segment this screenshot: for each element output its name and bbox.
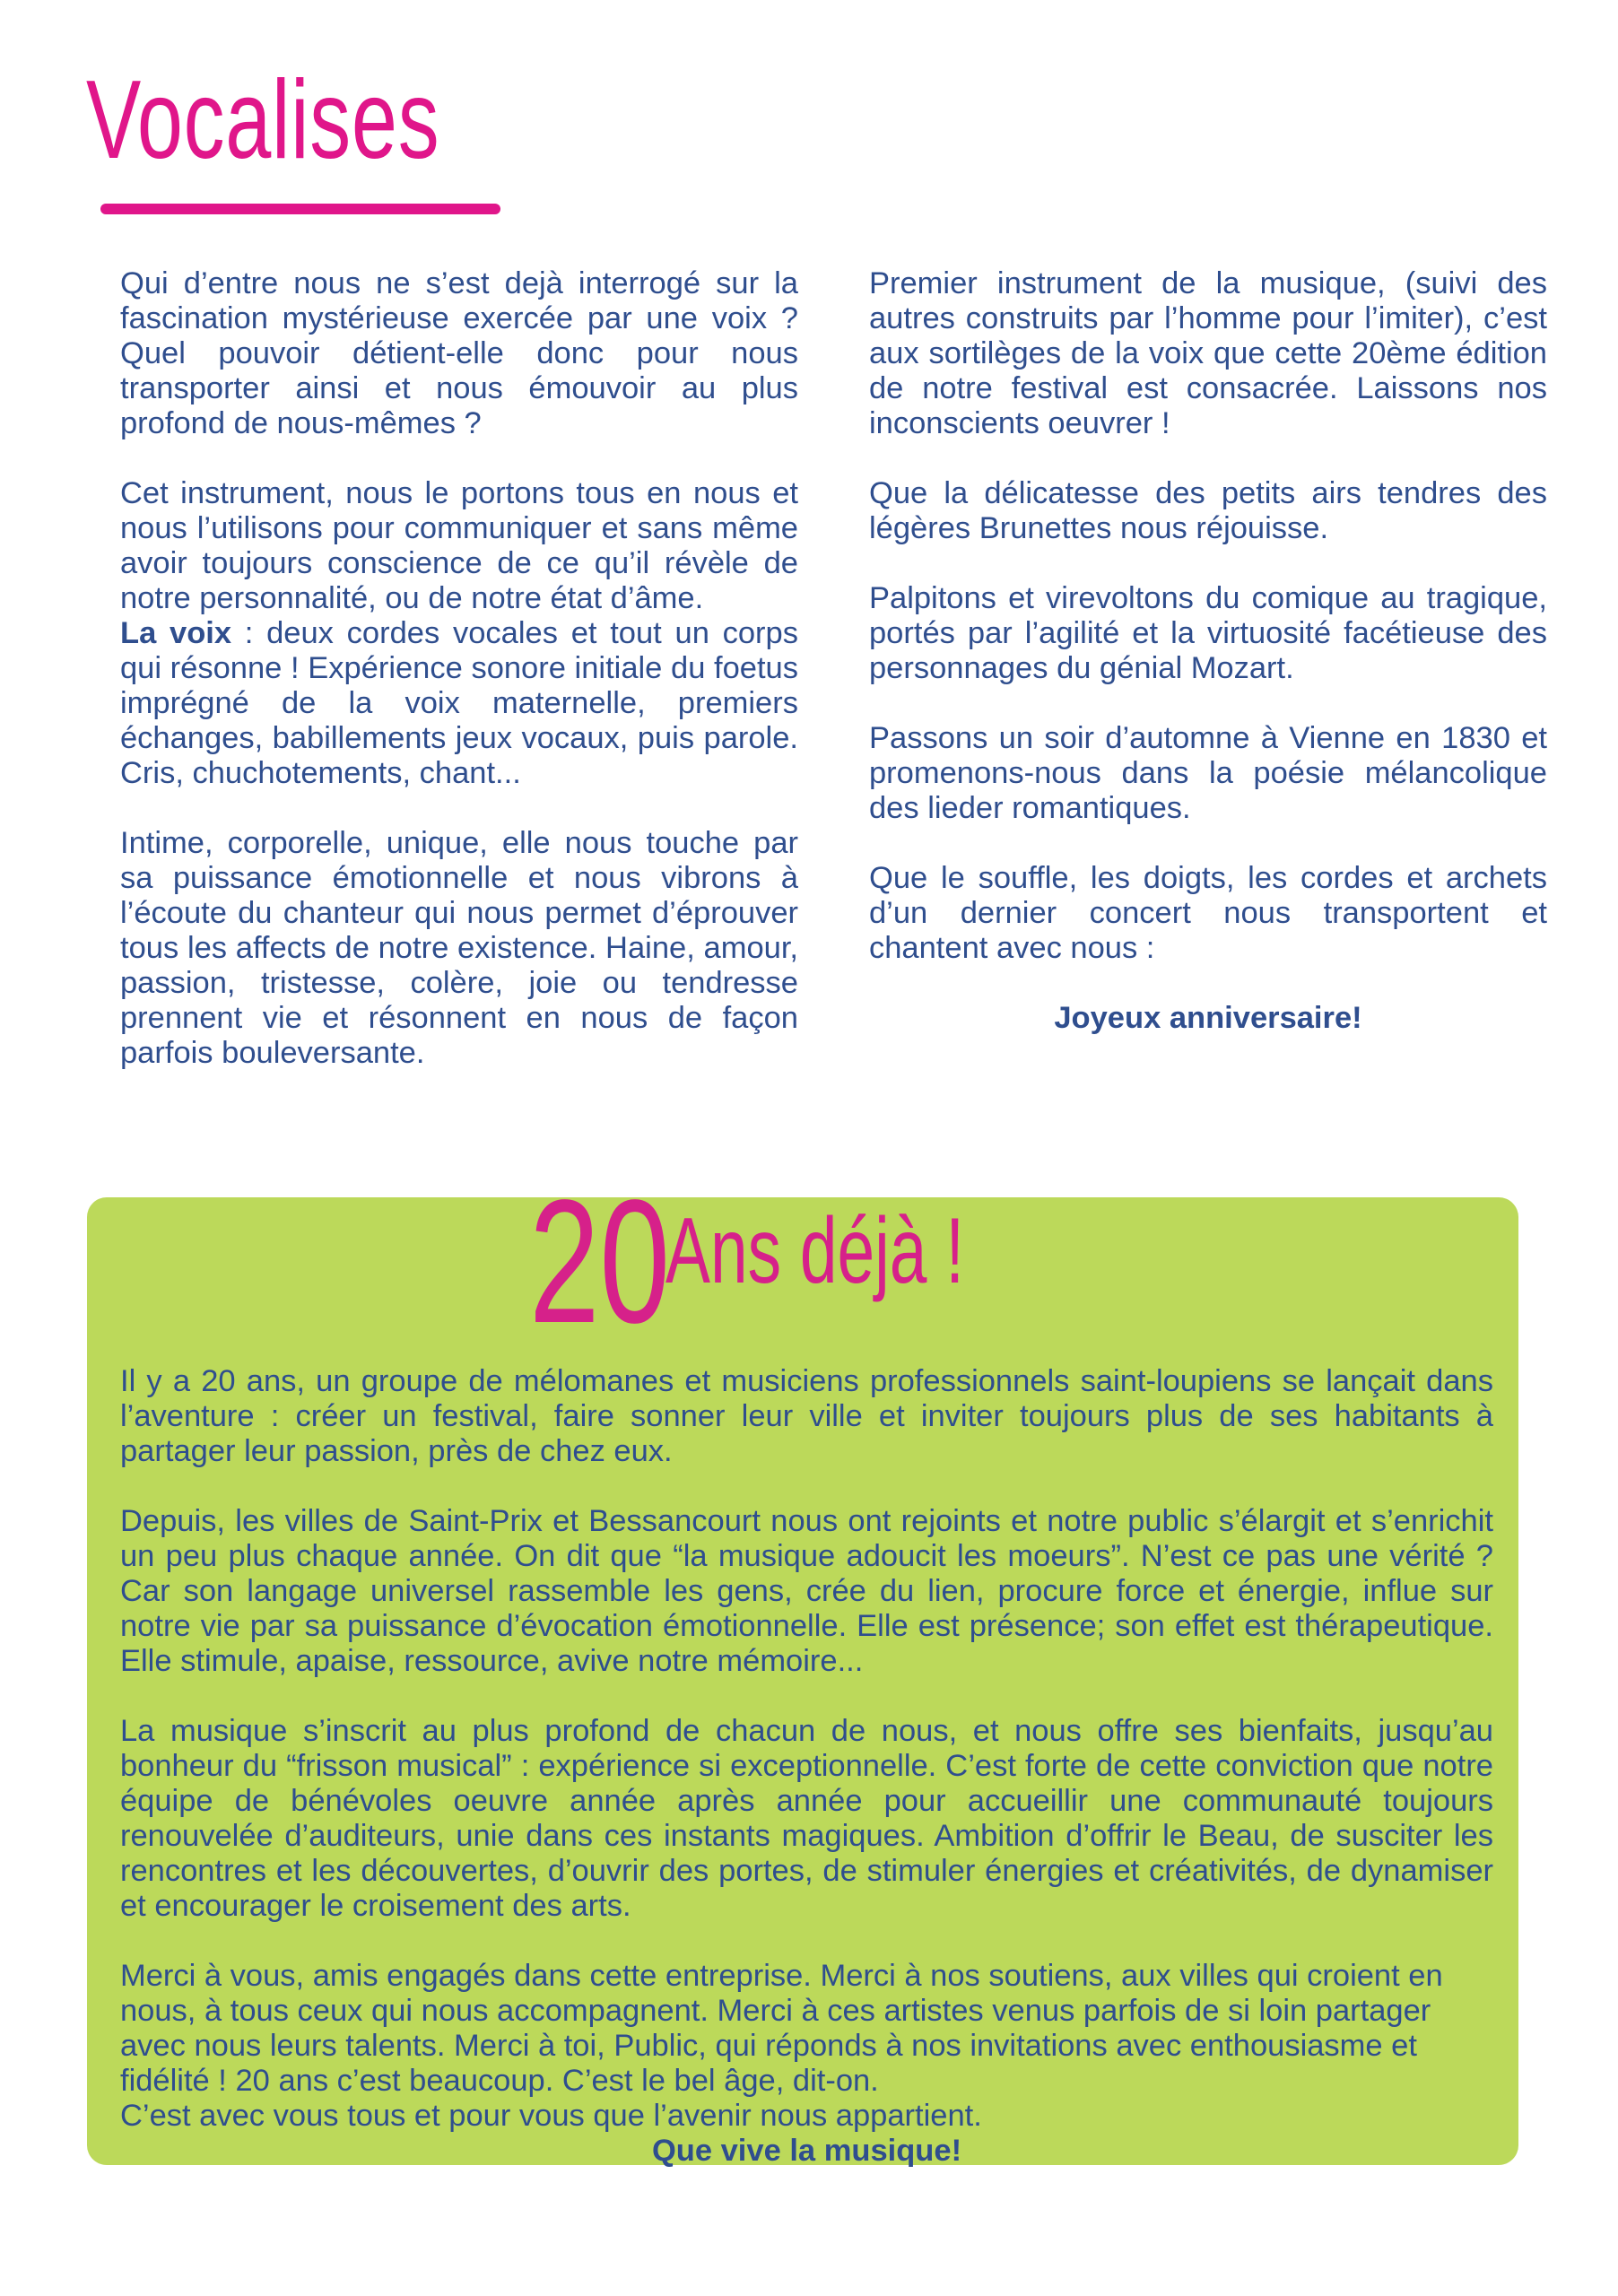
que-vive-la-musique: Que vive la musique! (651, 2134, 962, 2168)
right-paragraph-4: Passons un soir d’automne à Vienne en 1830 et promenons-nous dans la poésie mélancolique des lieder romantiques. (869, 721, 1547, 825)
right-paragraph-3: Palpitons et virevoltons du comique au tragique, portés par l’agilité et la virtuosité facétieuse des personnages du génial Mozart. (869, 581, 1547, 685)
left-column (120, 266, 798, 1106)
box-title (529, 1163, 1081, 1360)
joyeux-anniversaire: Joyeux anniversaire! (1054, 1001, 1362, 1035)
left-paragraph-1: Qui d’entre nous ne s’est dejà interrogé sur la fascination mystérieuse exercée par une voix ? Quel pouvoir détient-elle donc pour nous transporter ainsi et nous émouvoir au plus profond de nous-mêmes ? (120, 266, 798, 440)
la-voix-label: La voix (120, 616, 232, 650)
right-column (869, 266, 1547, 1071)
box-paragraph-3: La musique s’inscrit au plus profond de chacun de nous, et nous offre ses bienfaits, jusqu’au bonheur du “frisson musical” : expérience si exceptionnelle. C’est forte de cette conviction que notre équipe de bénévoles oeuvre année après année pour accueillir une communauté toujours renouvelée d’auditeurs, unie dans ces instants magiques. Ambition d’offrir le Beau, de susciter les rencontres et les découvertes, d’ouvrir des portes, de stimuler énergies et créativités, de dynamiser et encourager le croisement des arts. (120, 1714, 1493, 1923)
page-title: Vocalises (86, 58, 440, 182)
left-paragraph-3-text: : deux cordes vocales et tout un corps qui résonne ! Expérience sonore initiale du foetus imprégné de la voix maternelle, premiers échanges, babillements jeux vocaux, puis parole. Cris, chuchotements, chant... (120, 616, 798, 790)
box-title-number: 20 (529, 1163, 670, 1360)
box-title-text: Ans déjà ! (665, 1199, 965, 1303)
title-underline (100, 204, 500, 214)
left-paragraph-2: Cet instrument, nous le portons tous en nous et nous l’utilisons pour communiquer et sans même avoir toujours conscience de ce qu’il révèle de notre personnalité, ou de notre état d’âme. (120, 476, 798, 615)
left-paragraph-3 (120, 616, 798, 791)
right-paragraph-2: Que la délicatesse des petits airs tendres des légères Brunettes nous réjouisse. (869, 476, 1547, 545)
left-paragraph-4: Intime, corporelle, unique, elle nous touche par sa puissance émotionnelle et nous vibrons à l’écoute du chanteur qui nous permet d’éprouver tous les affects de notre existence. Haine, amour, passion, tristesse, colère, joie ou tendresse prennent vie et résonnent en nous de façon parfois bouleversante. (120, 826, 798, 1070)
right-paragraph-5: Que le souffle, les doigts, les cordes et archets d’un dernier concert nous transportent et chantent avec nous : (869, 861, 1547, 965)
box-paragraph-1: Il y a 20 ans, un groupe de mélomanes et musiciens professionnels saint-loupiens se lançait dans l’aventure : créer un festival, faire sonner leur ville et inviter toujours plus de ses habitants à partager leur passion, près de chez eux. (120, 1364, 1493, 1468)
box-paragraph-2: Depuis, les villes de Saint-Prix et Bessancourt nous ont rejoints et notre public s’élargit et s’enrichit un peu plus chaque année. On dit que “la musique adoucit les moeurs”. N’est ce pas une vérité ? Car son langage universel rassemble les gens, crée du lien, procure force et énergie, influe sur notre vie par sa puissance d’évocation émotionnelle. Elle est présence; son effet est thérapeutique. Elle stimule, apaise, ressource, avive notre mémoire... (120, 1504, 1493, 1678)
box-paragraph-4: Merci à vous, amis engagés dans cette entreprise. Merci à nos soutiens, aux villes qui croient en nous, à tous ceux qui nous accompagnent. Merci à ces artistes venus parfois de si loin partager avec nous leurs talents. Merci à toi, Public, qui réponds à nos invitations avec enthousiasme et fidélité ! 20 ans c’est beaucoup. C’est le bel âge, dit-on. (120, 1959, 1443, 2098)
box-text (120, 1364, 1493, 2204)
right-paragraph-1: Premier instrument de la musique, (suivi des autres construits par l’homme pour l’imiter), c’est aux sortilèges de la voix que cette 20ème édition de notre festival est consacrée. Laissons nos inconscients oeuvrer ! (869, 266, 1547, 440)
box-paragraph-5: C’est avec vous tous et pour vous que l’avenir nous appartient. (120, 2099, 982, 2133)
